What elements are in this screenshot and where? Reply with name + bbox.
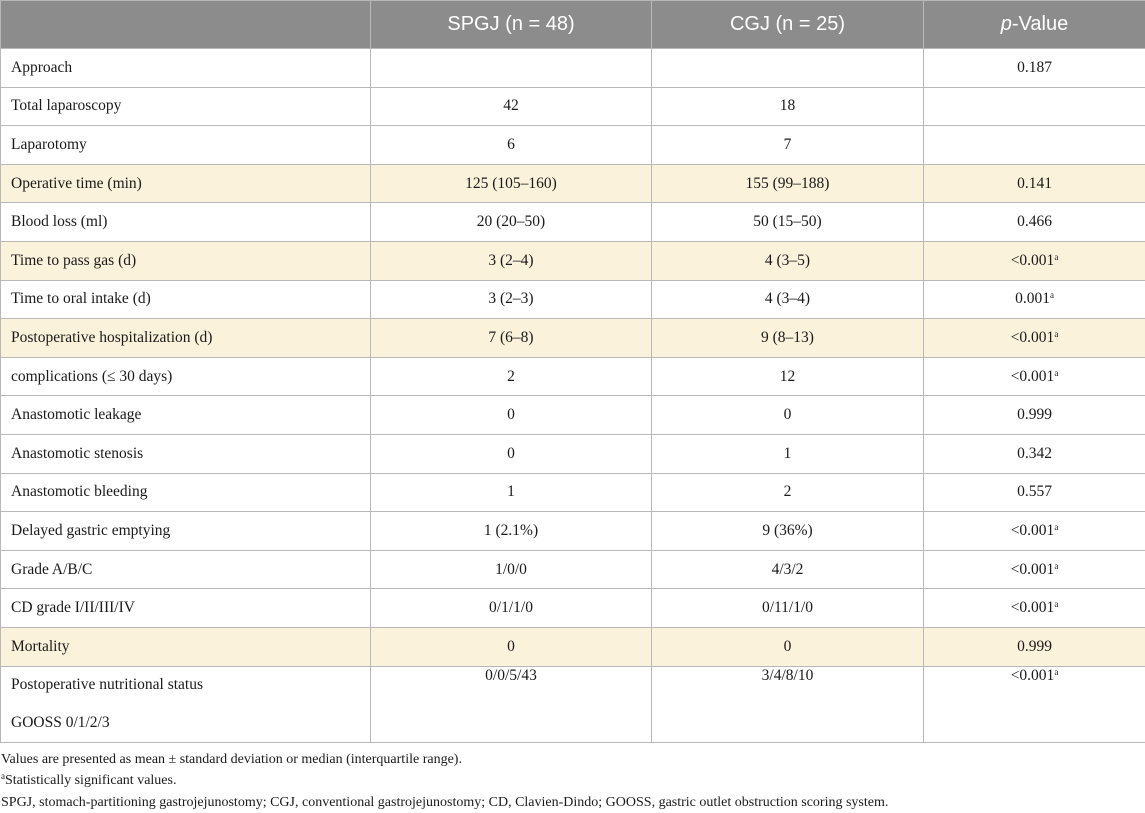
table-row: [1, 164, 1145, 203]
cell-cgj: 4/3/2: [652, 550, 924, 589]
table-row: [1, 319, 1145, 358]
cell-cgj: 4 (3–5): [652, 241, 924, 280]
row-label: Anastomotic stenosis: [1, 434, 371, 473]
p-value-text: <0.001: [1011, 329, 1055, 346]
p-value-text: 0.999: [1017, 638, 1052, 655]
row-label: Laparotomy: [1, 126, 371, 165]
cell-cgj: 1: [652, 434, 924, 473]
p-value-text: <0.001: [1011, 368, 1055, 385]
row-label-sub: GOOSS 0/1/2/3: [1, 704, 371, 742]
cell-cgj: 155 (99–188): [652, 164, 924, 203]
row-label: Grade A/B/C: [1, 550, 371, 589]
cell-spgj: 20 (20–50): [371, 203, 652, 242]
header-p-italic: p: [1001, 13, 1012, 35]
cell-p-value: [924, 434, 1145, 473]
cell-spgj: 6: [371, 126, 652, 165]
cell-cgj: 50 (15–50): [652, 203, 924, 242]
cell-cgj: 3/4/8/10: [652, 666, 924, 742]
footnote-marker: a: [1, 771, 5, 781]
row-label: CD grade I/II/III/IV: [1, 589, 371, 628]
table-row: [1, 627, 1145, 666]
cell-p-value: [924, 203, 1145, 242]
cell-p-value: [924, 280, 1145, 319]
cell-spgj: 1/0/0: [371, 550, 652, 589]
p-value-text: 0.466: [1017, 213, 1052, 230]
footnote-abbreviations: SPGJ, stomach-partitioning gastrojejunostomy; CGJ, conventional gastrojejunostomy; CD, Clavien-Dindo; GOOSS, gastric outlet obstruction scoring system.: [1, 792, 1145, 813]
row-label: Delayed gastric emptying: [1, 512, 371, 551]
cell-p-value: [924, 396, 1145, 435]
cell-spgj: 1: [371, 473, 652, 512]
table-row: [1, 203, 1145, 242]
row-label: Time to pass gas (d): [1, 241, 371, 280]
cell-spgj: 0: [371, 434, 652, 473]
cell-spgj: 3 (2–4): [371, 241, 652, 280]
p-value-text: 0.001: [1015, 290, 1050, 307]
cell-p-value: [924, 49, 1145, 88]
row-label: Postoperative hospitalization (d): [1, 319, 371, 358]
significance-marker: a: [1054, 522, 1058, 532]
row-label: Anastomotic bleeding: [1, 473, 371, 512]
cell-p-value: [924, 319, 1145, 358]
cell-spgj: 0: [371, 627, 652, 666]
row-label: complications (≤ 30 days): [1, 357, 371, 396]
table-row: [1, 241, 1145, 280]
row-label: Operative time (min): [1, 164, 371, 203]
row-label: Anastomotic leakage: [1, 396, 371, 435]
p-value-text: <0.001: [1011, 252, 1055, 269]
p-value-text: <0.001: [1011, 522, 1055, 539]
cell-p-value: [924, 164, 1145, 203]
table-row: [1, 126, 1145, 165]
cell-p-value: [924, 512, 1145, 551]
cell-cgj: [652, 49, 924, 88]
cell-spgj: 3 (2–3): [371, 280, 652, 319]
cell-p-value: [924, 627, 1145, 666]
table-row: [1, 512, 1145, 551]
footnote-values: Values are presented as mean ± standard deviation or median (interquartile range).: [1, 749, 1145, 771]
footnote-significance: [1, 770, 1145, 792]
p-value-text: 0.557: [1017, 483, 1052, 500]
p-value-text: 0.141: [1017, 175, 1052, 192]
cell-cgj: 9 (36%): [652, 512, 924, 551]
cell-p-value: [924, 666, 1145, 742]
footnote-significance-text: Statistically significant values.: [5, 773, 176, 788]
significance-marker: a: [1054, 368, 1058, 378]
row-label: Mortality: [1, 627, 371, 666]
table-row: [1, 434, 1145, 473]
table-body: [1, 49, 1145, 743]
cell-cgj: 0: [652, 396, 924, 435]
cell-cgj: 18: [652, 87, 924, 126]
p-value-text: 0.342: [1017, 445, 1052, 462]
cell-spgj: 7 (6–8): [371, 319, 652, 358]
header-label-column: [1, 1, 371, 49]
cell-spgj: 125 (105–160): [371, 164, 652, 203]
cell-p-value: [924, 589, 1145, 628]
table-row: [1, 550, 1145, 589]
table-row: [1, 87, 1145, 126]
cell-cgj: 9 (8–13): [652, 319, 924, 358]
cell-p-value: [924, 357, 1145, 396]
p-value-text: <0.001: [1011, 599, 1055, 616]
row-label: Total laparoscopy: [1, 87, 371, 126]
cell-spgj: [371, 49, 652, 88]
table-row: [1, 396, 1145, 435]
significance-marker: a: [1054, 667, 1058, 677]
significance-marker: a: [1050, 290, 1054, 300]
table-row: [1, 357, 1145, 396]
cell-spgj: 42: [371, 87, 652, 126]
table-row: [1, 473, 1145, 512]
row-label: Time to oral intake (d): [1, 280, 371, 319]
cell-p-value: [924, 241, 1145, 280]
cell-spgj: 1 (2.1%): [371, 512, 652, 551]
table-header: [1, 1, 1145, 49]
cell-p-value: [924, 473, 1145, 512]
p-value-text: <0.001: [1011, 667, 1055, 684]
row-label: Postoperative nutritional status: [1, 666, 371, 704]
p-value-text: 0.187: [1017, 59, 1052, 76]
cell-spgj: 0/1/1/0: [371, 589, 652, 628]
table-footnotes: [0, 743, 1145, 813]
p-value-text: 0.999: [1017, 406, 1052, 423]
table-row: [1, 280, 1145, 319]
cell-cgj: 0: [652, 627, 924, 666]
significance-marker: a: [1054, 252, 1058, 262]
cell-spgj: 0: [371, 396, 652, 435]
table-row: [1, 49, 1145, 88]
cell-cgj: 0/11/1/0: [652, 589, 924, 628]
row-label: Approach: [1, 49, 371, 88]
header-spgj: SPGJ (n = 48): [371, 1, 652, 49]
cell-cgj: 7: [652, 126, 924, 165]
significance-marker: a: [1054, 329, 1058, 339]
header-p-value: [924, 1, 1145, 49]
table-row-last-a: [1, 666, 1145, 704]
row-label: Blood loss (ml): [1, 203, 371, 242]
cell-cgj: 4 (3–4): [652, 280, 924, 319]
table-row: [1, 589, 1145, 628]
cell-cgj: 2: [652, 473, 924, 512]
header-p-rest: -Value: [1012, 13, 1068, 35]
cell-cgj: 12: [652, 357, 924, 396]
cell-spgj: 2: [371, 357, 652, 396]
cell-spgj: 0/0/5/43: [371, 666, 652, 742]
significance-marker: a: [1054, 561, 1058, 571]
significance-marker: a: [1054, 599, 1058, 609]
header-cgj: CGJ (n = 25): [652, 1, 924, 49]
p-value-text: <0.001: [1011, 561, 1055, 578]
cell-p-value: [924, 550, 1145, 589]
cell-p-value: [924, 87, 1145, 126]
cell-p-value: [924, 126, 1145, 165]
